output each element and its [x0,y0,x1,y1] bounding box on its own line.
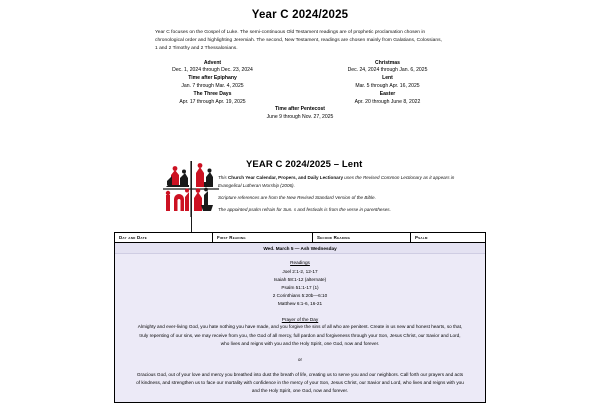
reading-second: 2 Corinthians 5:20b—6:10 [272,292,328,298]
column-header-first-reading: First Reading [213,233,313,242]
reading-gospel: Matthew 6:1-6, 16-21 [277,300,323,306]
column-header-second-reading: Second Reading [313,233,411,242]
season-range: Jan. 7 through Mar. 4, 2025 [181,82,244,89]
year-intro-text: Year C focuses on the Gospel of Luke. The semi-continuous Old Testament readings are of prophetic proclamation chosen in chronological order and highlighting Jeremiah. The second, New Testament, readings are chosen mainly from Galatians, Colossians, 1 and 2 Timothy and 2 Thessalonians. [155,30,442,51]
prayer-text-alternate: Gracious God, out of your love and mercy you breathed into dust the breath of life, creating us to serve you and our neighbors. Call forth our prayers and acts of kindness, and strengthen us to face our mortality with confidence in the mercy of your Son, Jesus Christ, our Savior and Lord, who lives and reigns with you and the Holy Spirit, one God, now and forever. [136,371,464,393]
lent-description-para-3: The appointed psalm refrain for Sun. s and festivals is from the verse in parentheses. [218,207,391,213]
lent-section-title: YEAR C 2024/2025 – Lent [246,158,363,170]
prayer-text-primary: Almighty and ever-living God, you hate nothing you have made, and you forgive the sins of all who are penitent. Create in us new and honest hearts, so that, truly repenting of our sins, we may receive from you, the God of all mercy, full pardon and forgiveness through your Son, Jesus Christ, our Savior and Lord, who lives and reigns with you and the Holy Spirit, one God, now and forever. [137,324,463,346]
prayer-of-the-day-block [115,317,485,348]
season-range: Mar. 5 through Apr. 16, 2025 [355,82,420,89]
readings-list [115,259,485,308]
lent-header-section [0,156,600,244]
season-advent [135,60,290,76]
season-name: Lent [382,75,393,82]
season-name: The Three Days [193,90,232,97]
season-name: Advent [203,59,222,66]
season-easter [310,91,465,107]
reading-first: Joel 2:1-2, 12-17 [282,268,318,274]
season-time-after-pentecost [135,106,465,122]
season-range: June 9 through Nov. 27, 2025 [266,114,334,121]
year-overview-section [0,0,600,122]
day-content-pane [115,254,485,402]
season-list [135,60,465,122]
season-time-after-epiphany [135,75,290,91]
season-christmas [310,60,465,76]
lectionary-table [114,232,486,403]
season-name: Time after Pentecost [274,106,325,113]
season-three-days [135,91,290,107]
reading-alternate: Isaiah 58:1-12 (alternate) [273,276,327,282]
lent-description [218,174,466,218]
column-header-psalm: Psalm [414,235,428,240]
column-header-day-and-date: Day and Date [115,233,213,242]
table-header-row [115,233,485,243]
readings-label: Readings [290,260,310,265]
lent-para1-bold: Church Year Calendar, Propers, and Daily Lectionary [227,174,344,180]
reading-psalm: Psalm 51:1-17 (1) [281,284,319,290]
church-year-logo-icon [163,161,219,217]
year-intro-paragraph [155,29,445,53]
season-name: Time after Epiphany [188,75,237,82]
prayer-of-the-day-label: Prayer of the Day [281,316,319,322]
lent-description-para-1 [218,174,466,189]
page-title: Year C 2024/2025 [251,9,349,21]
lent-description-para-2: Scripture references are from the New Revised Standard Version of the Bible. [218,194,376,200]
lent-para1-post: uses the Revised Common Lectionary as it appears in Evangelical Lutheran Worship (2006). [218,174,455,188]
lent-para1-pre: This [218,174,228,180]
season-range: Dec. 24, 2024 through Jan. 6, 2025 [347,67,428,74]
day-heading-ash-wednesday: Wed. March 5 — Ash Wednesday [115,243,485,254]
season-range: Apr. 17 through Apr. 19, 2025 [179,98,246,105]
season-name: Christmas [375,59,400,66]
season-name: Easter [379,90,396,97]
season-lent [310,75,465,91]
season-range: Dec. 1, 2024 through Dec. 23, 2024 [172,67,253,74]
prayer-separator-or: or [297,356,303,362]
season-range: Apr. 20 through June 8, 2022 [354,98,421,105]
